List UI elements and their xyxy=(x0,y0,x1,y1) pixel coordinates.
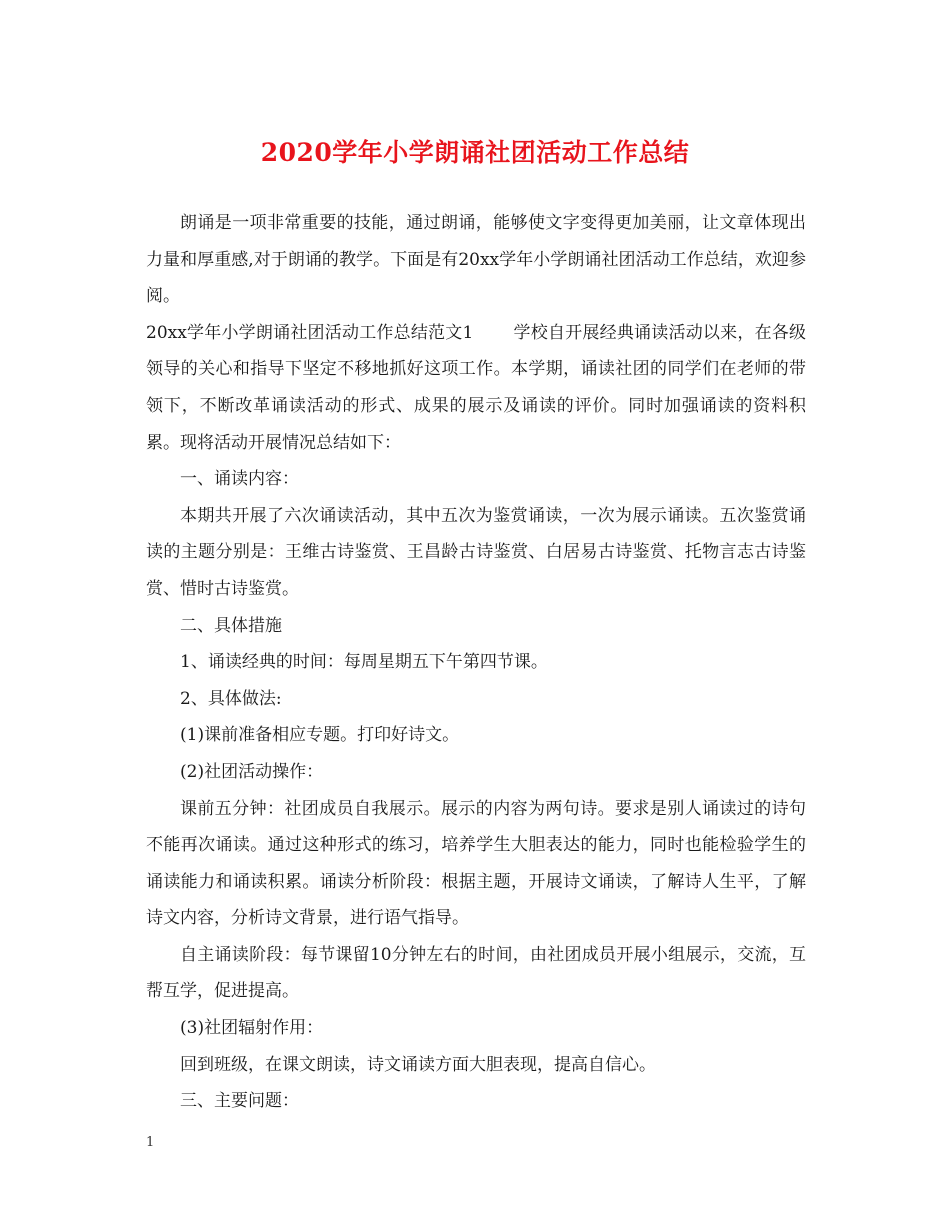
document-title: 2020学年小学朗诵社团活动工作总结 xyxy=(260,138,690,167)
essay-heading-paragraph xyxy=(146,315,806,461)
essay-opening: 学校自开展经典诵读活动以来，在各级领导的关心和指导下坚定不移地抓好这项工作。本学期，诵读社团的同学们在老师的带领下，不断改革诵读活动的形式、成果的展示及诵读的评价。同时加强诵读的资料积累。现将活动开展情况总结如下： xyxy=(146,322,806,453)
section-heading-3: 三、主要问题： xyxy=(180,1091,299,1112)
list-item: (2)社团活动操作： xyxy=(180,761,324,782)
body-paragraph: 本期共开展了六次诵读活动，其中五次为鉴赏诵读，一次为展示诵读。五次鉴赏诵读的主题分别是：王维古诗鉴赏、王昌龄古诗鉴赏、白居易古诗鉴赏、托物言志古诗鉴赏、惜时古诗鉴赏。 xyxy=(146,505,806,599)
body-paragraph: 自主诵读阶段：每节课留10分钟左右的时间，由社团成员开展小组展示，交流，互帮互学，促进提高。 xyxy=(146,944,806,1002)
list-item: (3)社团辐射作用： xyxy=(180,1018,324,1039)
list-item: 2、具体做法: xyxy=(180,688,282,709)
page-number: 1 xyxy=(146,1135,155,1150)
section-heading-2: 二、具体措施 xyxy=(180,615,282,636)
list-item: 1、诵读经典的时间：每周星期五下午第四节课。 xyxy=(180,652,548,673)
body-paragraph: 课前五分钟：社团成员自我展示。展示的内容为两句诗。要求是别人诵读过的诗句不能再次诵读。通过这种形式的练习，培养学生大胆表达的能力，同时也能检验学生的诵读能力和诵读积累。诵读分析阶段：根据主题，开展诗文诵读，了解诗人生平，了解诗文内容，分析诗文背景，进行语气指导。 xyxy=(146,798,806,929)
body-paragraph: 回到班级，在课文朗读，诗文诵读方面大胆表现，提高自信心。 xyxy=(180,1054,656,1075)
list-item: (1)课前准备相应专题。打印好诗文。 xyxy=(180,725,460,746)
intro-paragraph: 朗诵是一项非常重要的技能，通过朗诵，能够使文字变得更加美丽，让文章体现出力量和厚重感,对于朗诵的教学。下面是有20xx学年小学朗诵社团活动工作总结，欢迎参阅。 xyxy=(146,213,806,307)
section-heading-1: 一、诵读内容： xyxy=(180,469,299,490)
document-body xyxy=(146,205,806,1120)
essay-subtitle: 20xx学年小学朗诵社团活动工作总结范文1 xyxy=(146,322,474,343)
